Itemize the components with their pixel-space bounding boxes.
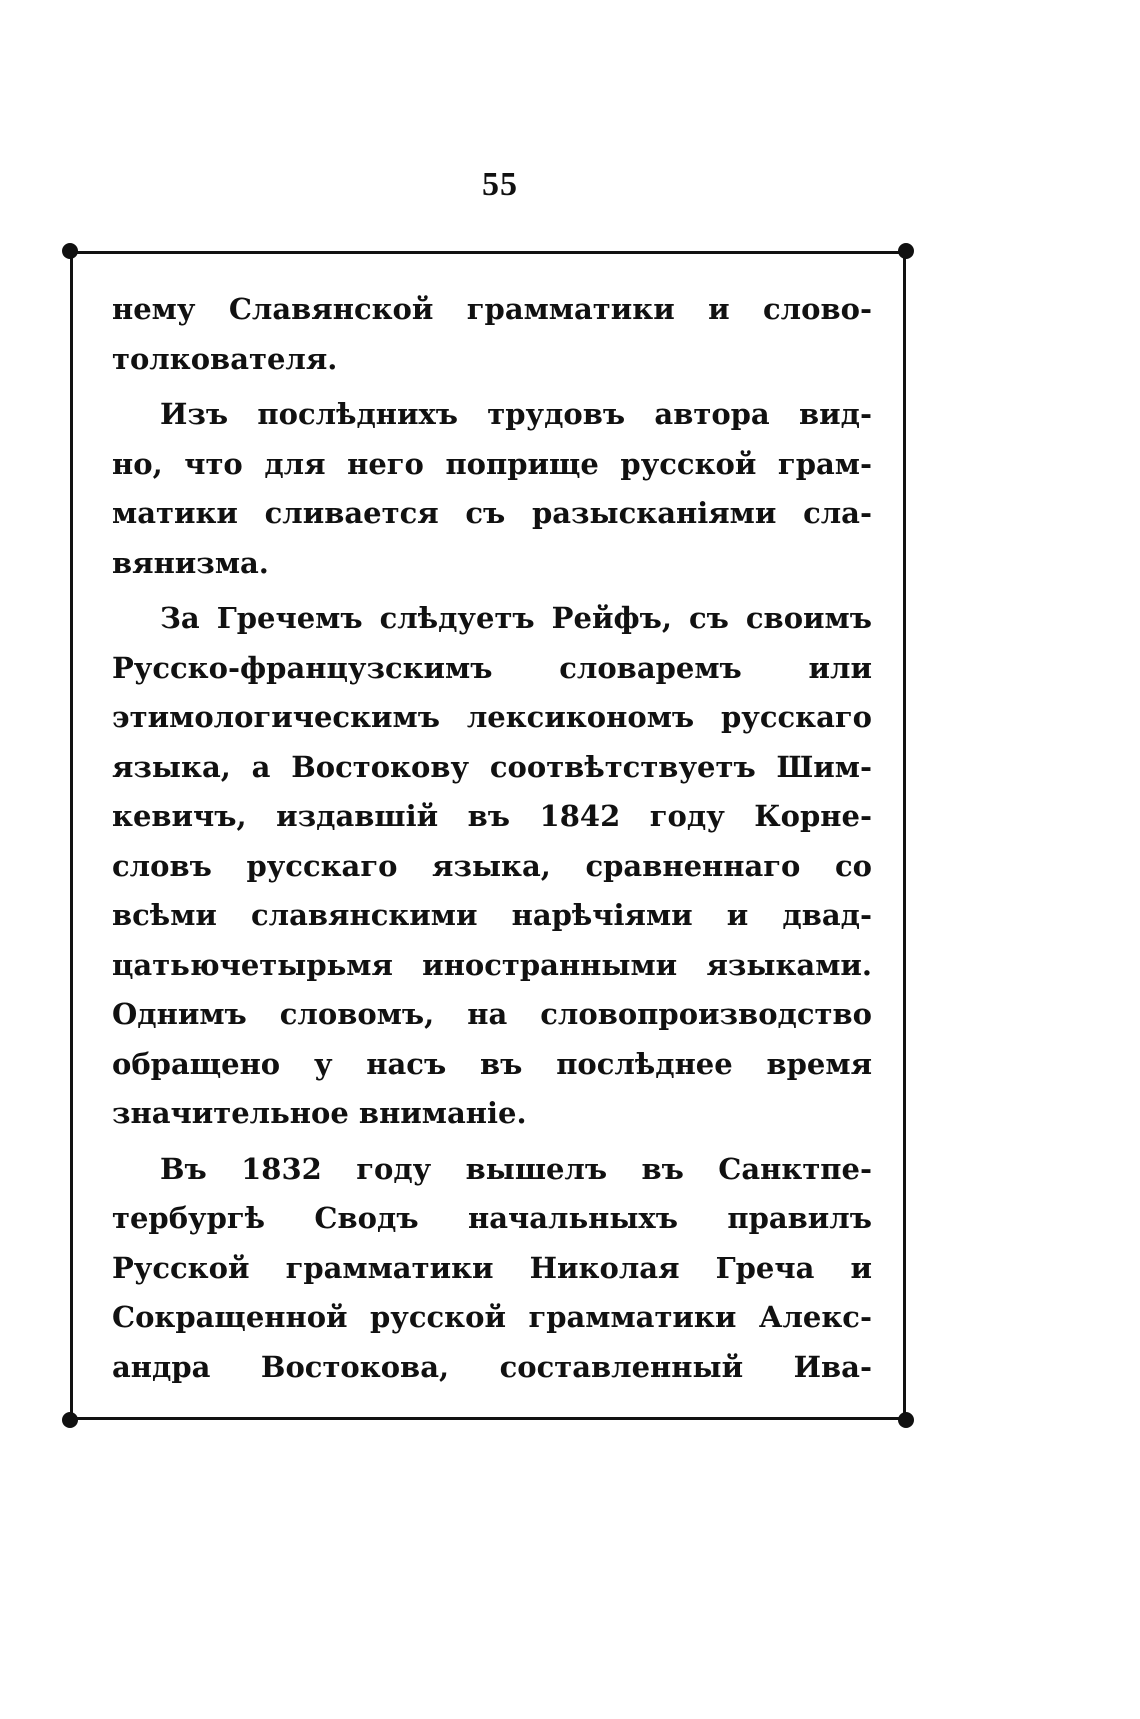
text-line: обращено у насъ въ послѣднее время [112,1046,872,1081]
text-line: этимологическимъ лексикономъ русскаго [112,700,872,734]
text-line: Русской грамматики Николая Греча и [112,1250,872,1285]
text-line: Сокращенной русской грамматики Алекс- [112,1300,872,1334]
text-line: всѣми славянскими нарѣчіями и двад- [112,898,872,932]
text-line: Изъ послѣднихъ трудовъ автора вид- [160,397,872,431]
text-line: языка, а Востокову соотвѣтствуетъ Шим- [112,749,872,784]
text-line: Русско-французскимъ словаремъ или [112,650,872,685]
frame-corner-ornament [62,1412,78,1428]
text-line: Однимъ словомъ, на словопроизводство [112,997,872,1031]
text-line: андра Востокова, составленный Ива- [112,1349,872,1384]
text-line: но, что для него поприще русской грам- [112,446,872,481]
text-line: вянизма. [112,545,269,580]
body-text [112,285,872,1392]
frame-corner-ornament [62,243,78,259]
text-line: словъ русскаго языка, сравненнаго со [112,848,872,883]
text-line: Въ 1832 году вышелъ въ Санктпе- [160,1151,872,1186]
text-line: За Гречемъ слѣдуетъ Рейфъ, съ своимъ [160,601,872,635]
text-line: значительное вниманіе. [112,1096,527,1130]
text-line: толкователя. [112,341,338,376]
text-line: матики сливается съ разысканіями сла- [112,496,872,530]
text-line: нему Славянской грамматики и слово- [112,292,872,326]
text-line: кевичъ, издавшій въ 1842 году Корне- [112,799,872,833]
frame-corner-ornament [898,243,914,259]
page-number: 55 [482,166,518,203]
frame-corner-ornament [898,1412,914,1428]
text-line: тербургѣ Сводъ начальныхъ правилъ [112,1201,872,1235]
text-line: цатьючетырьмя иностранными языками. [112,947,872,982]
